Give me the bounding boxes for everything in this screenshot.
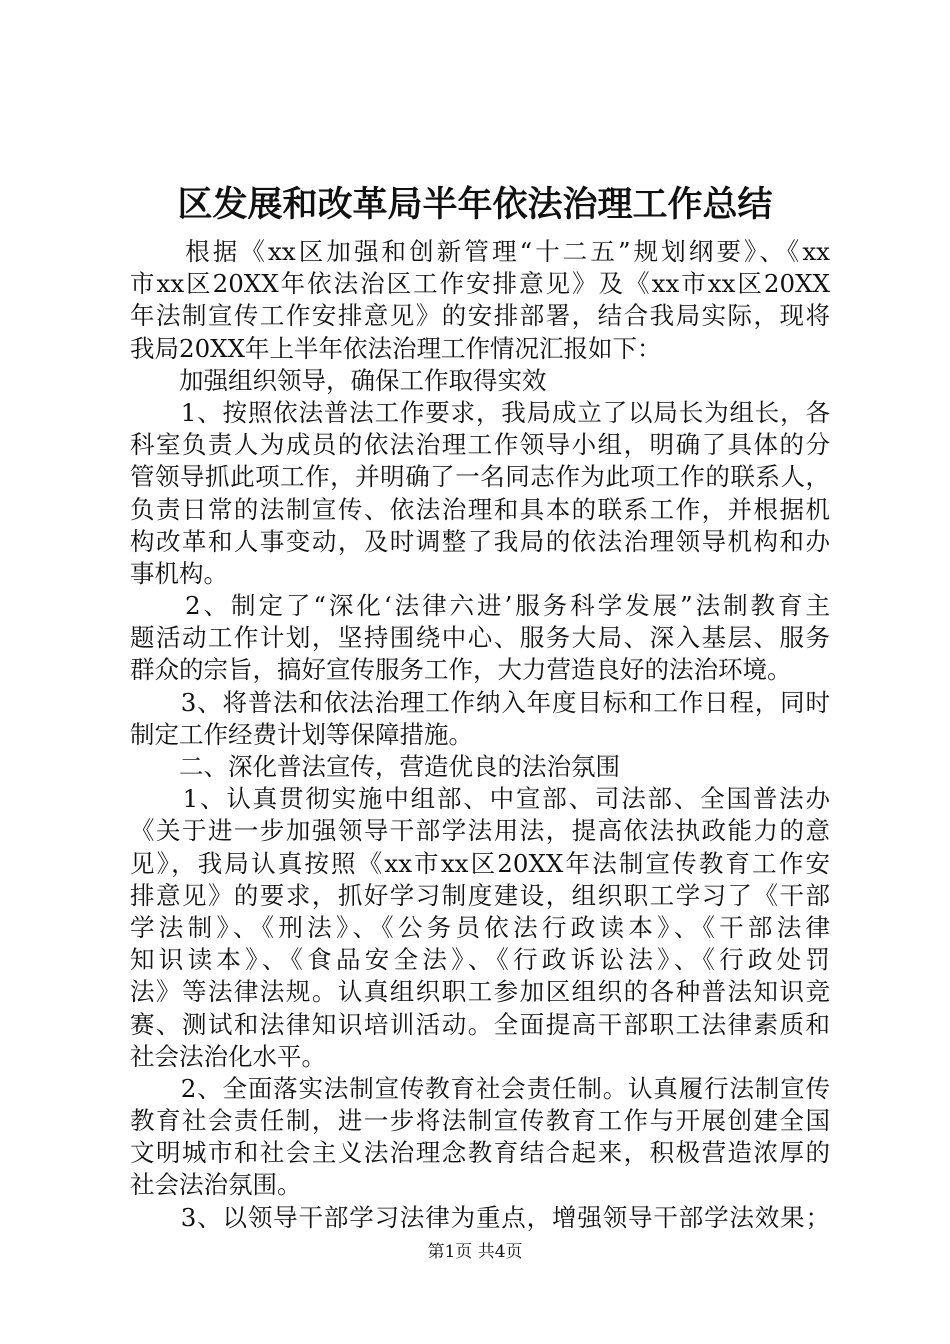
- body-line: 2、制定了“深化‘法律六进’服务科学发展”法制教育主: [130, 591, 830, 621]
- document-title: 区发展和改革局半年依法治理工作总结: [177, 184, 773, 225]
- body-line: 2、全面落实法制宣传教育社会责任制。认真履行法制宣传: [130, 1073, 830, 1103]
- body-line: 年法制宣传工作安排意见》的安排部署，结合我局实际，现将: [130, 301, 830, 331]
- body-line: 文明城市和社会主义法治理念教育结合起来，积极营造浓厚的: [130, 1138, 830, 1168]
- body-line: 赛、测试和法律知识培训活动。全面提高干部职工法律素质和: [130, 1009, 830, 1039]
- body-line: 科室负责人为成员的依法治理工作领导小组，明确了具体的分: [130, 430, 830, 460]
- body-line: 我局20XX年上半年依法治理工作情况汇报如下：: [130, 333, 662, 363]
- body-line: 市xx区20XX年依法治区工作安排意见》及《xx市xx区20XX: [130, 269, 830, 299]
- body-line: 1、认真贯彻实施中组部、中宣部、司法部、全国普法办: [130, 784, 830, 814]
- body-line: 3、以领导干部学习法律为重点，增强领导干部学法效果；: [130, 1202, 830, 1232]
- body-line: 管领导抓此项工作，并明确了一名同志作为此项工作的联系人，: [130, 462, 830, 492]
- body-line: 法》等法律法规。认真组织职工参加区组织的各种普法知识竞: [130, 977, 830, 1007]
- body-line: 题活动工作计划，坚持围绕中心、服务大局、深入基层、服务: [130, 623, 830, 653]
- body-line: 社会法治氛围。: [130, 1170, 302, 1200]
- body-line: 《关于进一步加强领导干部学法用法，提高依法执政能力的意: [130, 816, 830, 846]
- body-line: 教育社会责任制，进一步将法制宣传教育工作与开展创建全国: [130, 1106, 830, 1136]
- body-line: 社会法治化水平。: [130, 1041, 326, 1071]
- body-line: 知识读本》、《食品安全法》、《行政诉讼法》、《行政处罚: [130, 945, 830, 975]
- body-line: 3、将普法和依法治理工作纳入年度目标和工作日程，同时: [130, 687, 830, 717]
- document-body: [130, 236, 830, 1234]
- body-line: 根据《xx区加强和创新管理“十二五”规划纲要》、《xx: [130, 237, 830, 266]
- body-line: 构改革和人事变动，及时调整了我局的依法治理领导机构和办: [130, 526, 830, 556]
- body-line: 学法制》、《刑法》、《公务员依法行政读本》、《干部法律: [130, 912, 830, 942]
- body-line: 1、按照依法普法工作要求，我局成立了以局长为组长，各: [130, 397, 830, 427]
- section-heading: 二、深化普法宣传，营造优良的法治氛围: [130, 752, 620, 781]
- body-line: 负责日常的法制宣传、依法治理和具本的联系工作，并根据机: [130, 494, 830, 524]
- body-line: 事机构。: [130, 558, 228, 588]
- body-line: 排意见》的要求，抓好学习制度建设，组织职工学习了《干部: [130, 880, 830, 910]
- section-heading: 加强组织领导，确保工作取得实效: [130, 365, 547, 395]
- body-line: 见》，我局认真按照《xx市xx区20XX年法制宣传教育工作安: [130, 848, 830, 878]
- body-line: 群众的宗旨，搞好宣传服务工作，大力营造良好的法治环境。: [130, 655, 792, 685]
- page-number-footer: 第1页 共4页: [427, 1242, 523, 1262]
- body-line: 制定工作经费计划等保障措施。: [130, 719, 473, 749]
